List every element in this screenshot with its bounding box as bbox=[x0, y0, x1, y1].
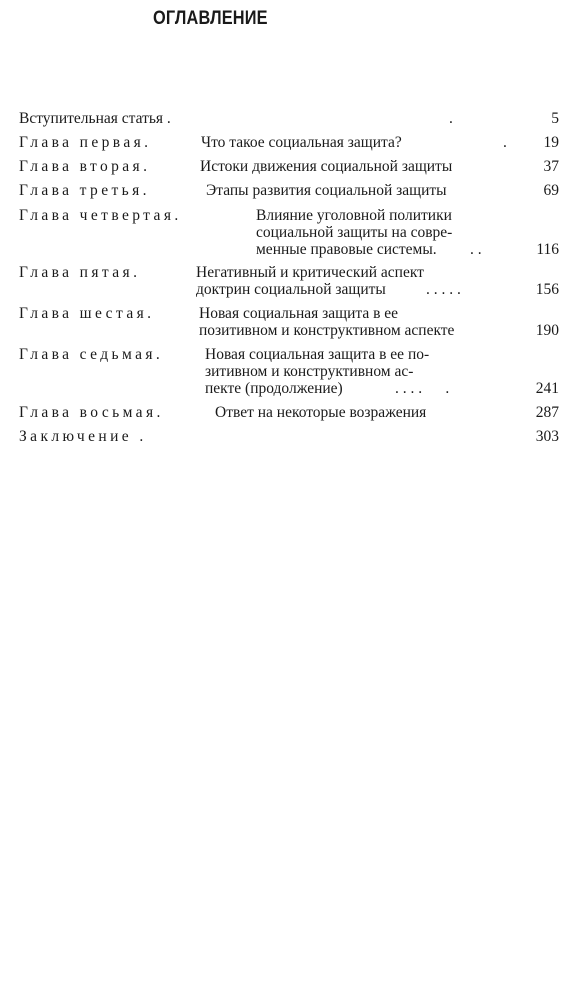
toc-entry-text: Что такое социальная защита? bbox=[201, 134, 402, 151]
toc-entry-dots: . . bbox=[470, 241, 482, 258]
toc-entry-text: Влияние уголовной политики bbox=[256, 207, 452, 224]
toc-entry-chapter-4[interactable] bbox=[19, 207, 559, 258]
toc-entry-dots: . . . . . bbox=[426, 281, 461, 298]
toc-entry-text: Этапы развития социальной защиты bbox=[206, 182, 447, 199]
page-title: ОГЛАВЛЕНИЕ bbox=[153, 8, 268, 29]
toc-entry-page: 287 bbox=[535, 404, 559, 421]
toc-entry-chapter-3[interactable] bbox=[19, 182, 559, 199]
toc-entry-text: пекте (продолжение) bbox=[205, 380, 343, 397]
toc-entry-introduction[interactable] bbox=[19, 110, 559, 127]
toc-entry-page: 303 bbox=[535, 428, 559, 445]
toc-entry-page: 5 bbox=[551, 110, 559, 127]
toc-entry-text: Новая социальная защита в ее bbox=[199, 305, 399, 322]
toc-entry-dots: . bbox=[449, 110, 453, 127]
toc-entry-page: 116 bbox=[536, 241, 559, 258]
toc-entry-chapter-8[interactable] bbox=[19, 404, 559, 421]
toc-entry-text: Истоки движения социальной защиты bbox=[200, 158, 453, 175]
toc-entry-text: зитивном и конструктивном ас- bbox=[205, 363, 414, 380]
toc-entry-text: менные правовые системы. bbox=[256, 241, 437, 258]
toc-entry-page: 37 bbox=[543, 158, 559, 175]
toc-entry-chapter-1[interactable] bbox=[19, 134, 559, 151]
toc-entry-label: Глава седьмая. bbox=[19, 346, 164, 363]
toc-entry-page: 241 bbox=[535, 380, 559, 397]
toc-entry-chapter-5[interactable] bbox=[19, 264, 559, 298]
toc-entry-label: Глава третья. bbox=[19, 182, 150, 199]
toc-entry-text: Негативный и критический аспект bbox=[196, 264, 424, 281]
toc-entry-text: позитивном и конструктивном аспекте bbox=[199, 322, 455, 339]
toc-entry-page: 69 bbox=[543, 182, 559, 199]
toc-entry-page: 190 bbox=[535, 322, 559, 339]
toc-entry-label: Глава первая. bbox=[19, 134, 152, 151]
toc-entry-label: Глава восьмая. bbox=[19, 404, 164, 421]
toc-entry-page: 19 bbox=[543, 134, 559, 151]
toc-entry-label: Глава четвертая. bbox=[19, 207, 182, 224]
toc-entry-label: Глава вторая. bbox=[19, 158, 151, 175]
toc-entry-chapter-2[interactable] bbox=[19, 158, 559, 175]
toc-entry-label: Заключение . bbox=[19, 428, 147, 445]
toc-entry-label: Глава шестая. bbox=[19, 305, 155, 322]
toc-entry-text: доктрин социальной защиты bbox=[196, 281, 386, 298]
toc-entry-text: социальной защиты на совре- bbox=[256, 224, 453, 241]
toc-entry-text: Вступительная статья . bbox=[19, 110, 171, 127]
toc-entry-text: Новая социальная защита в ее по- bbox=[205, 346, 430, 363]
toc-entry-chapter-7[interactable] bbox=[19, 346, 559, 397]
toc-entry-chapter-6[interactable] bbox=[19, 305, 559, 339]
toc-entry-text: Ответ на некоторые возражения bbox=[215, 404, 427, 421]
toc-entry-dots: . bbox=[503, 134, 507, 151]
toc-entry-label: Глава пятая. bbox=[19, 264, 141, 281]
toc-entry-conclusion[interactable] bbox=[19, 428, 559, 445]
toc-entry-dots: . . . . . bbox=[395, 380, 450, 397]
toc-entry-page: 156 bbox=[535, 281, 559, 298]
